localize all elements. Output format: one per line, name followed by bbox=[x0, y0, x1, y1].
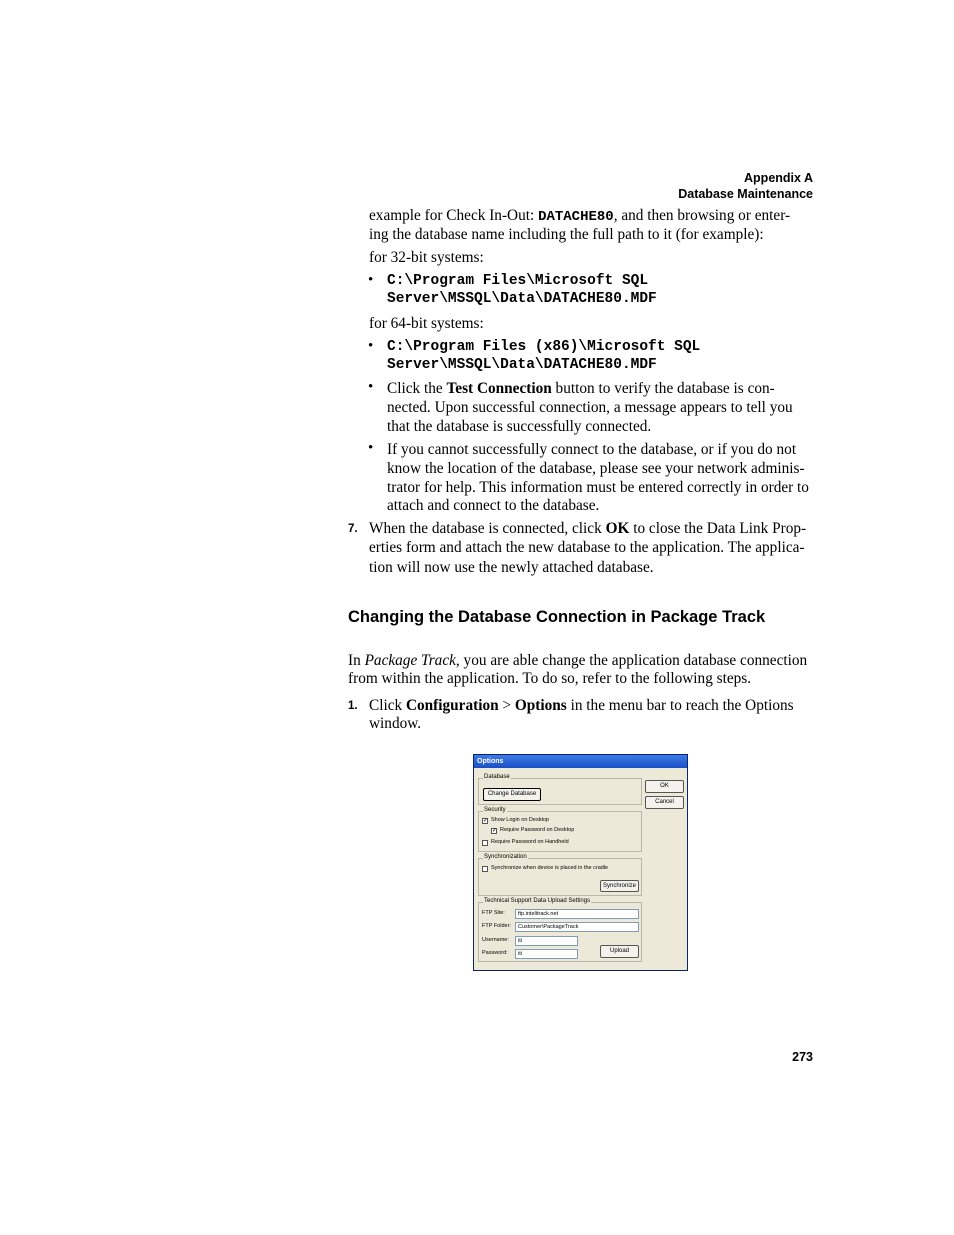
tech-support-group-label: Technical Support Data Upload Settings bbox=[484, 898, 591, 904]
username-label: Username: bbox=[482, 937, 509, 943]
path-32-line-2: Server\MSSQL\Data\DATACHE80.MDF bbox=[387, 291, 657, 307]
username-input[interactable]: iti bbox=[515, 936, 578, 946]
page-number: 273 bbox=[792, 1050, 813, 1064]
synchronization-group bbox=[478, 854, 642, 896]
intro-text: example for Check In-Out: bbox=[369, 207, 539, 224]
text: to close the Data Link Prop- bbox=[629, 520, 807, 537]
require-pw-desktop-label: Require Password on Desktop bbox=[500, 827, 575, 833]
para-line-2: from within the application. To do so, refer to the following steps. bbox=[348, 670, 752, 687]
ftp-site-input[interactable]: ftp.intelitrack.net bbox=[515, 909, 639, 919]
configuration-term: Configuration bbox=[405, 697, 499, 714]
change-database-button[interactable]: Change Database bbox=[483, 788, 541, 801]
require-pw-desktop-checkbox[interactable]: ✓ bbox=[492, 828, 498, 834]
show-login-label: Show Login on Desktop bbox=[491, 817, 550, 823]
text: in the menu bar to reach the Options bbox=[566, 697, 794, 714]
help-line-3: trator for help. This information must be entered correctly in order to bbox=[387, 479, 809, 496]
test-connection-line-3: that the database is successfully connected. bbox=[387, 418, 652, 435]
options-dialog bbox=[473, 754, 688, 971]
text: , you are able change the application database connection bbox=[455, 652, 808, 669]
security-group bbox=[478, 807, 642, 852]
ftp-site-label: FTP Site: bbox=[482, 910, 505, 916]
tech-support-group bbox=[478, 898, 642, 962]
path-32-line-1: C:\Program Files\Microsoft SQL bbox=[387, 273, 649, 289]
text: > bbox=[498, 697, 515, 714]
step-1-line-1 bbox=[369, 696, 794, 715]
ftp-folder-label: FTP Folder: bbox=[482, 923, 511, 929]
password-input[interactable]: iti bbox=[515, 949, 578, 959]
help-line-1: If you cannot successfully connect to the database, or if you do not bbox=[387, 441, 797, 458]
intro-text-post: , and then browsing or enter- bbox=[613, 207, 791, 224]
for-64-label: for 64-bit systems: bbox=[369, 315, 484, 332]
for-32-label: for 32-bit systems: bbox=[369, 249, 484, 266]
require-pw-handheld-checkbox[interactable] bbox=[482, 840, 488, 846]
ok-button[interactable]: OK bbox=[645, 780, 684, 793]
step-7-line-2: erties form and attach the new database to the application. The applica- bbox=[369, 539, 805, 556]
step-7-line-1 bbox=[369, 519, 806, 538]
intro-line-2: ing the database name including the full path to it (for example): bbox=[369, 226, 764, 243]
db-name-code: DATACHE80 bbox=[538, 209, 614, 225]
database-group-label: Database bbox=[484, 774, 510, 780]
text: Click bbox=[369, 697, 406, 714]
bullet-mark: • bbox=[368, 440, 374, 456]
path-64-line-1: C:\Program Files (x86)\Microsoft SQL bbox=[387, 339, 701, 355]
ok-term: OK bbox=[605, 520, 630, 537]
test-connection-term: Test Connection bbox=[446, 380, 552, 397]
upload-button[interactable]: Upload bbox=[600, 945, 639, 958]
appendix-label: Appendix A bbox=[744, 171, 813, 185]
password-label: Password: bbox=[482, 950, 508, 956]
step-1-line-2: window. bbox=[369, 715, 422, 732]
cancel-button[interactable]: Cancel bbox=[645, 796, 684, 809]
bullet-mark: • bbox=[368, 379, 374, 395]
show-login-checkbox[interactable]: ✓ bbox=[483, 818, 489, 824]
step-7-number: 7. bbox=[348, 523, 358, 535]
synchronize-button[interactable]: Synchronize bbox=[600, 880, 639, 892]
ftp-folder-input[interactable]: Customer\PackageTrack bbox=[515, 922, 639, 932]
sync-cradle-checkbox[interactable] bbox=[482, 866, 488, 872]
package-track-term: Package Track bbox=[364, 652, 456, 669]
text: In bbox=[348, 652, 365, 669]
dialog-titlebar: Options bbox=[474, 755, 687, 768]
bullet-mark: • bbox=[368, 338, 374, 354]
intro-line-1 bbox=[369, 206, 790, 227]
path-64-line-2: Server\MSSQL\Data\DATACHE80.MDF bbox=[387, 357, 657, 373]
para-line-1 bbox=[348, 651, 807, 670]
options-term: Options bbox=[514, 697, 567, 714]
require-pw-handheld-label: Require Password on Handheld bbox=[491, 839, 569, 845]
test-connection-line-2: nected. Upon successful connection, a message appears to tell you bbox=[387, 399, 793, 416]
section-label: Database Maintenance bbox=[678, 187, 813, 201]
text: button to verify the database is con- bbox=[551, 380, 775, 397]
text: Click the bbox=[387, 380, 447, 397]
step-7-line-3: tion will now use the newly attached database. bbox=[369, 559, 654, 576]
database-group bbox=[478, 774, 642, 805]
help-line-4: attach and connect to the database. bbox=[387, 497, 600, 514]
bullet-mark: • bbox=[368, 272, 374, 288]
section-heading: Changing the Database Connection in Package Track bbox=[348, 608, 766, 626]
test-connection-line-1 bbox=[387, 379, 775, 398]
text: When the database is connected, click bbox=[369, 520, 606, 537]
help-line-2: know the location of the database, please see your network adminis- bbox=[387, 460, 805, 477]
security-group-label: Security bbox=[484, 807, 506, 813]
synchronization-group-label: Synchronization bbox=[484, 854, 527, 860]
step-1-number: 1. bbox=[348, 700, 358, 712]
sync-cradle-label: Synchronize when device is placed in the cradle bbox=[491, 865, 609, 871]
